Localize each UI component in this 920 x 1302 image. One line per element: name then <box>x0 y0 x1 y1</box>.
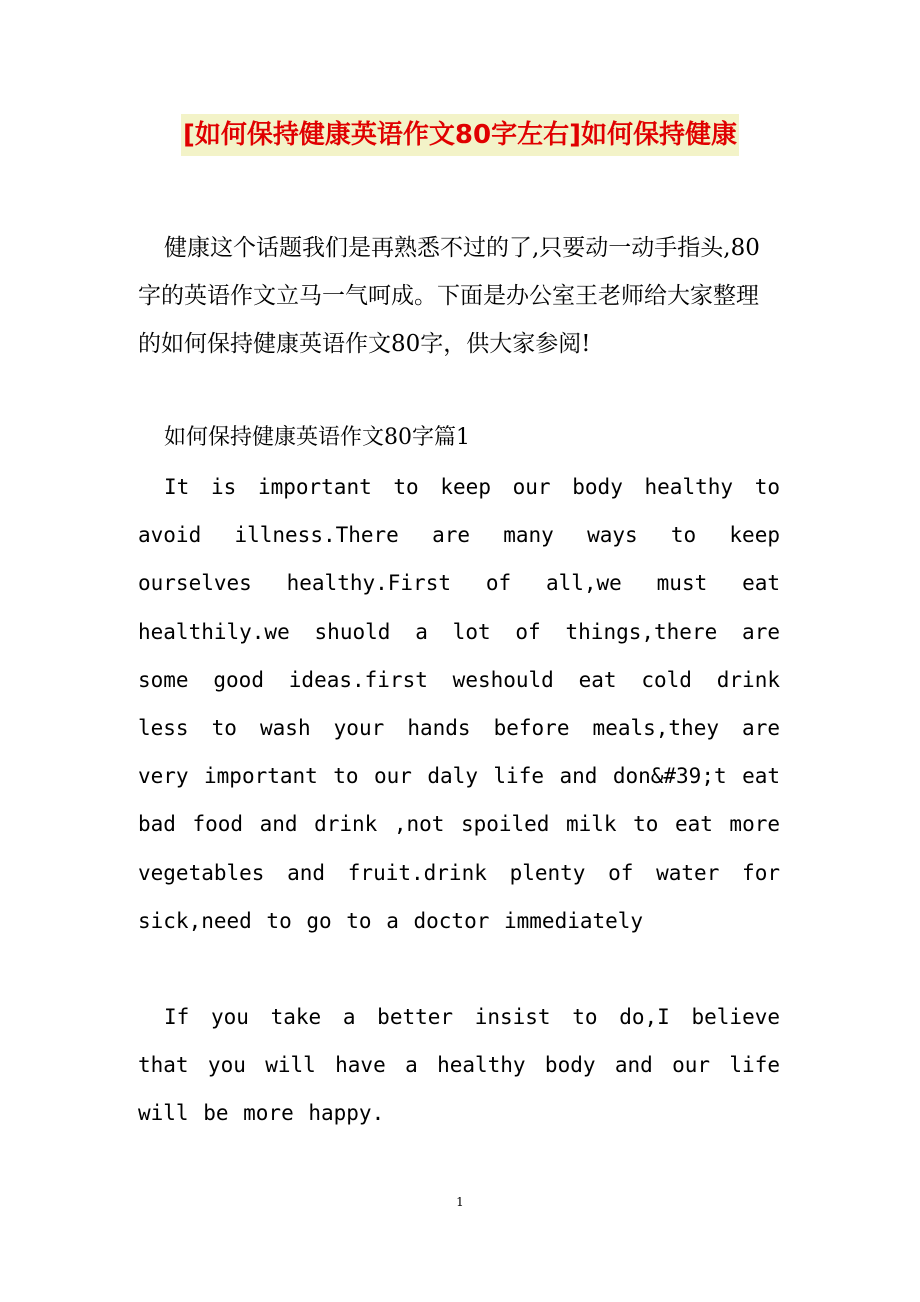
intro-paragraph: 健康这个话题我们是再熟悉不过的了,只要动一动手指头,80字的英语作文立马一气呵成。下面是办公室王老师给大家整理的如何保持健康英语作文80字，供大家参阅! <box>138 235 760 357</box>
essay-paragraph-2: If you take a better insist to do,I believe that you will have a healthy body and our life will be more happy. <box>138 1005 780 1126</box>
document-title: [如何保持健康英语作文80字左右]如何保持健康 <box>181 114 739 156</box>
title-container <box>0 114 920 156</box>
essay-paragraph-1: It is important to keep our body healthy to avoid illness.There are many ways to keep ourselves healthy.First of all,we must eat healthily.we shuold a lot of things,there are some good ideas.first weshould eat cold drink less to wash your hands before meals,they are very important to our daly life and don&#39;t eat bad food and drink ,not spoiled milk to eat more vegetables and fruit.drink plenty of water for sick,need to go to a doctor immediately <box>138 475 780 933</box>
page-number: 1 <box>456 1195 464 1209</box>
section-heading: 如何保持健康英语作文80字篇1 <box>164 425 470 450</box>
